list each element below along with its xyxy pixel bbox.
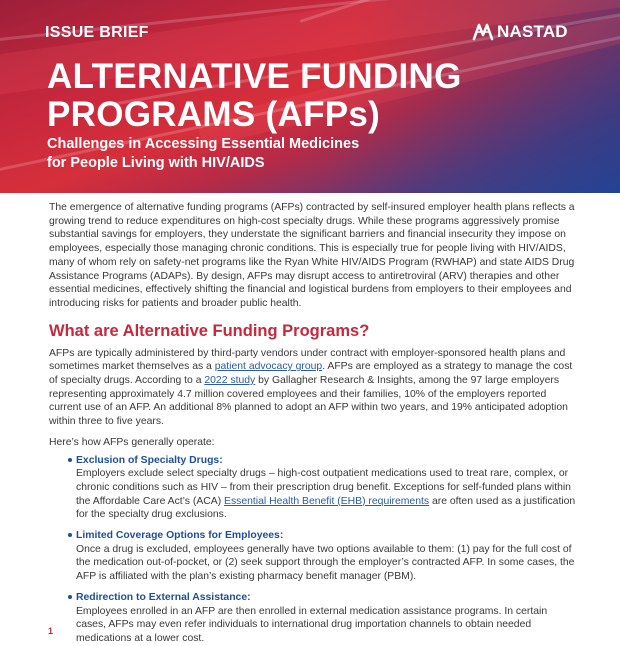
document-body <box>49 198 579 646</box>
list-item-text: Employers exclude select specialty drugs – high-cost outpatient medications used to treat rare, complex, or chronic conditions such as HIV – from their prescription drug benefit. Exceptions for self-funded plans within the Affordable Care Act’s (ACA) <box>76 468 571 507</box>
bullet-icon <box>68 458 72 462</box>
afp-operation-list <box>49 454 579 646</box>
list-item <box>76 591 579 646</box>
page-subtitle-line-2: for People Living with HIV/AIDS <box>47 155 265 171</box>
nastad-logo <box>472 22 568 42</box>
ehb-requirements-link[interactable]: Essential Health Benefit (EHB) requirements <box>224 495 430 507</box>
nastad-logo-icon <box>472 23 494 41</box>
list-item <box>76 454 579 523</box>
section-paragraph <box>49 347 579 429</box>
list-item-title: Limited Coverage Options for Employees: <box>76 530 284 542</box>
section-heading: What are Alternative Funding Programs? <box>49 321 370 340</box>
list-item-text: are often used as a justification for the specialty drug exclusions. <box>76 495 576 521</box>
list-item-text: Employees enrolled in an AFP are then enrolled in external medication assistance programs. In certain cases, AFPs may even refer individuals to international drug importation channels to obtain needed medications at a lower cost. <box>76 605 548 644</box>
list-item-title: Redirection to External Assistance: <box>76 591 251 603</box>
page-title <box>47 58 587 134</box>
page-title-line-2: PROGRAMS (AFPs) <box>47 95 381 134</box>
intro-paragraph: The emergence of alternative funding programs (AFPs) contracted by self-insured employer health plans reflects a growing trend to reduce expenditures on high-cost specialty drugs. While these programs aggressively promise substantial savings for employers, they understate the significant barriers and financial insecurity they impose on employees, especially those managing chronic conditions. This is especially true for people living with HIV/AIDS, many of whom rely on safety-net programs like the Ryan White HIV/AIDS Program (RWHAP) and state AIDS Drug Assistance Programs (ADAPs). By design, AFPs may disrupt access to antiretroviral (ARV) therapies and other essential medicines, effectively shifting the financial and logistical burdens from employers to their employees and introducing risks for patients and broader public health. <box>49 202 575 309</box>
bullet-icon <box>68 595 72 599</box>
paragraph-text: by Gallagher Research & Insights, among the 97 large employers representing approximately 4.7 million covered employees and their families, 10% of the employers reported current use of an AFP. An additional 8% planned to adopt an AFP within two years, and 19% anticipated adoption within three to five years. <box>49 375 568 428</box>
list-item-title: Exclusion of Specialty Drugs: <box>76 454 223 466</box>
header-banner <box>0 0 620 193</box>
issue-brief-label: ISSUE BRIEF <box>45 24 149 41</box>
paragraph-text: AFPs are typically administered by third-party vendors under contract with employer-sponsored health plans and sometimes market themselves as a <box>49 347 566 373</box>
paragraph-text: . AFPs are employed as a strategy to manage the cost of specialty drugs. According to a <box>49 361 573 387</box>
how-label: Here’s how AFPs generally operate: <box>49 436 215 448</box>
page-subtitle-line-1: Challenges in Accessing Essential Medicines <box>47 136 360 152</box>
list-item-text: Once a drug is excluded, employees generally have two options available to them: (1) pay for the full cost of the medication out-of-pocket, or (2) seek support through the employer’s contracted AFP. In some cases, the AFP is affiliated with the plan’s existing pharmacy benefit manager (PBM). <box>76 543 575 583</box>
2022-study-link[interactable]: 2022 study <box>204 375 256 387</box>
logo-text: NASTAD <box>497 22 568 41</box>
bullet-icon <box>68 533 72 537</box>
page-subtitle <box>47 135 567 173</box>
list-item <box>76 529 579 584</box>
patient-advocacy-group-link[interactable]: patient advocacy group <box>214 361 323 373</box>
page-title-line-1: ALTERNATIVE FUNDING <box>47 57 462 96</box>
page-number: 1 <box>48 626 54 636</box>
